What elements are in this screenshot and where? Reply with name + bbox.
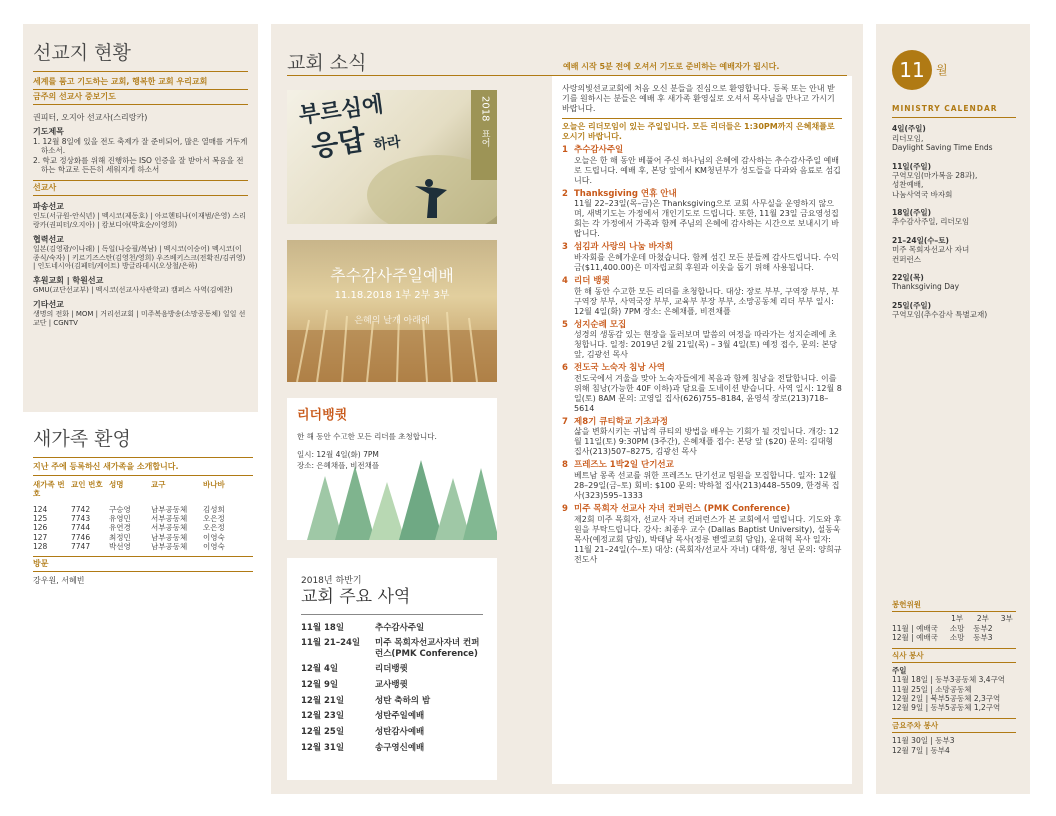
newcomers-table xyxy=(33,480,243,552)
divider xyxy=(562,118,842,119)
notice-title: 미주 목회자 선교사 자녀 컨퍼런스 (PMK Conference) xyxy=(574,504,791,514)
news-title: 교회 소식 xyxy=(287,52,367,74)
schedule-item xyxy=(301,638,483,659)
notice-item xyxy=(562,417,842,458)
calendar-panel xyxy=(876,24,1030,794)
table-row: 12월 | 예배국 소망 동부3 xyxy=(892,633,993,643)
mission-slogan: 세계를 품고 기도하는 교회, 행복한 교회 우리교회 xyxy=(33,76,208,86)
notice-list xyxy=(562,145,842,565)
month-unit: 월 xyxy=(936,62,948,77)
notice-body: 제2회 미주 목회자, 선교사 자녀 컨퍼런스가 본 교회에서 열립니다. 기도와 후원을 부탁드립니다. 강사: 최종우 교수 (Dallas Baptist University), 설동욱 목사(예정교회 담임), 박태남 목사(정릉 벧엘교회 담임), 윤대혁 목사 일자: 11월 21–24일(수–토) 대상: (목회자/선교사 자녀) 대학생, 청년 문의: 양희규 전도사 xyxy=(574,514,842,564)
schedule-event: 리더뱅큇 xyxy=(375,664,408,675)
visit-label: 방문 xyxy=(33,559,49,569)
prayer-2: 2. 학교 정상화를 위해 진행하는 ISO 인증을 잘 받아서 복음을 전하는 학교로 든든히 세워지게 하소서 xyxy=(33,155,244,174)
notice-header: 예배 시작 5분 전에 오셔서 기도로 준비하는 예배자가 됩시다. xyxy=(563,62,780,71)
notice-heading xyxy=(562,145,842,156)
notice-number: 4 xyxy=(562,275,568,286)
calendar-date: 18일(주일) xyxy=(892,208,932,217)
divider xyxy=(301,614,483,615)
divider xyxy=(892,611,1016,612)
mission-group: 파송선교 인도(서규원-안식년) | 멕시코(제동호) | 아르헨티나(이재범/은영) 스리랑카(권피터/오지아) | 캄보디아(박효순/이영희) xyxy=(33,202,246,229)
schedule-item xyxy=(301,664,483,675)
schedule-date: 12월 23일 xyxy=(301,711,345,722)
schedule-item xyxy=(301,696,483,707)
calendar-item xyxy=(892,301,1016,320)
schedule-title: 교회 주요 사역 xyxy=(301,587,411,608)
meal-sub: 주일 xyxy=(892,665,907,675)
divider xyxy=(33,71,248,72)
notice-number: 1 xyxy=(562,145,568,155)
calendar-line: 리더모임, xyxy=(892,133,924,143)
schedule-item xyxy=(301,680,483,691)
notice-item xyxy=(562,460,842,501)
notice-heading xyxy=(562,320,842,331)
schedule-event: 성탄감사예배 xyxy=(375,726,425,737)
motto-tag: 2018 표어 xyxy=(471,90,497,180)
notice-body: 삶을 변화시키는 귀납적 큐티의 방법을 배우는 기회가 될 것입니다. 개강: 12월 11일(토) 9:30PM (3주간), 은혜채플 접수: 본당 앞 ($20) 문의: 김대형 집사(213)507–8275, 김광선 목사 xyxy=(574,427,839,457)
list-item: 12월 2일 | 북부5공동체 2,3구역 xyxy=(892,694,1001,703)
volunteer-table xyxy=(892,614,1016,642)
table-row: 126 7744 유연경 서부공동체 오은정 xyxy=(33,523,225,533)
schedule-event: 교사뱅큇 xyxy=(375,680,408,690)
calendar-date: 25일(주일) xyxy=(892,300,932,310)
schedule-date: 12월 4일 xyxy=(301,664,339,675)
table-header: 1부 2부 3부 xyxy=(951,614,1013,624)
divider xyxy=(892,117,1016,118)
banquet-line3: 장소: 은혜채플, 비전채플 xyxy=(297,461,380,470)
notice-item xyxy=(562,145,842,186)
thanksgiving-banner xyxy=(287,240,497,382)
schedule-event: 성탄주일예배 xyxy=(375,711,425,722)
notice-item xyxy=(562,320,842,361)
notice-title: 추수감사주일 xyxy=(574,145,624,155)
notice-item xyxy=(562,363,842,414)
notice-title: Thanksgiving 연휴 안내 xyxy=(574,188,677,199)
calendar-title: MINISTRY CALENDAR xyxy=(892,104,998,113)
visitors: 강우원, 서혜빈 xyxy=(33,576,85,586)
notice-item xyxy=(562,189,842,240)
divider xyxy=(33,195,248,196)
divider xyxy=(33,180,248,181)
divider xyxy=(892,718,1016,719)
newcomers-section xyxy=(33,428,253,586)
mission-title: 선교지 현황 xyxy=(33,42,131,64)
calendar-item xyxy=(892,208,1016,227)
notices xyxy=(552,76,852,784)
banquet-line1: 한 해 동안 수고한 모든 리더를 초청합니다. xyxy=(297,432,437,441)
notice-body: 11월 22–23일(목–금)은 Thanksgiving으로 교회 사무실을 운영하지 않으며, 새벽기도는 가정에서 개인기도로 드립니다. 또한, 11월 23일 금요영성집회는 각 가정에서 가족과 함께 주님의 은혜에 감사하는 시간으로 보내시기 바랍니다. xyxy=(574,199,839,239)
list-item: 11월 18일 | 동부3공동체 3,4구역 xyxy=(892,675,1006,685)
divider xyxy=(33,571,253,572)
divider xyxy=(33,457,253,458)
schedule-year: 2018년 하반기 xyxy=(301,576,362,586)
notice-title: 리더 뱅큇 xyxy=(574,275,610,286)
divider xyxy=(33,556,253,557)
divider xyxy=(892,732,1016,733)
calendar-line: 컨퍼런스 xyxy=(892,254,921,264)
volunteer-title: 봉헌위원 xyxy=(892,600,921,609)
notice-title: 프레즈노 1박2일 단기선교 xyxy=(574,460,674,471)
notice-title: 제8기 큐티학교 기초과정 xyxy=(574,416,668,427)
mission-group: 후원교회 | 학원선교 GMU(교단선교부) | 멕시코(선교사사관학교) 캠퍼스 사역(김예찬) xyxy=(33,276,233,294)
notice-heading xyxy=(562,363,842,374)
calendar-date: 11일(주일) xyxy=(892,161,932,171)
prayer-label: 기도제목 xyxy=(33,126,64,136)
notice-body: 한 해 동안 수고한 모든 리더를 초청합니다. 대상: 장로 부부, 구역장 부부, 부구역장 부부, 사역국장 부부, 교육부 부장 부부, 소망공동체 리더 부부 일시: 12월 4일(화) 7PM 장소: 은혜채플, 비전채플 xyxy=(574,286,839,316)
notice-item xyxy=(562,276,842,317)
missionary-header: 선교사 xyxy=(33,183,57,193)
schedule-date: 12월 21일 xyxy=(301,695,345,706)
calendar-item xyxy=(892,124,1016,152)
schedule-item xyxy=(301,623,483,634)
volunteer-section xyxy=(892,600,1016,755)
schedule-date: 11월 21–24일 xyxy=(301,638,361,649)
schedule-item xyxy=(301,711,483,722)
notice-body: 바자회를 은혜가운데 마쳤습니다. 함께 섬긴 모든 분들께 감사드립니다. 수익금($11,400.00)은 미자립교회 후원과 이웃을 돕기 위해 사용됩니다. xyxy=(574,252,839,272)
notice-number: 6 xyxy=(562,363,568,374)
calendar-item xyxy=(892,236,1016,264)
divider xyxy=(892,648,1016,649)
calendar-line: Daylight Saving Time Ends xyxy=(892,143,993,153)
welcome-text: 사랑의빛선교교회에 처음 오신 분들을 진심으로 환영합니다. 등록 또는 안내 받기를 원하시는 분들은 예배 후 새가족 환영실로 오셔서 목사님을 만나고 가시기 바랍니다. xyxy=(562,84,835,113)
table-header: 새가족 번호 교인 번호 성명 교구 바나바 xyxy=(33,479,225,499)
calendar-line: 구역모임(추수감사 특별교재) xyxy=(892,310,988,319)
calendar-line: Thanksgiving Day xyxy=(892,282,960,292)
wheat-art xyxy=(287,240,497,382)
notice-number: 2 xyxy=(562,188,568,199)
table-row: 125 7743 유영민 서부공동체 오은정 xyxy=(33,513,225,523)
month-badge xyxy=(892,50,1016,90)
notice-heading xyxy=(562,417,842,428)
thanksgiving-date: 11.18.2018 1부 2부 3부 xyxy=(334,290,450,301)
banquet-line2: 일시: 12월 4일(화) 7PM xyxy=(297,450,379,459)
notice-number: 3 xyxy=(562,242,568,253)
schedule-event: 미주 목회자선교사자녀 컨퍼런스(PMK Conference) xyxy=(375,638,480,659)
calendar-line: 구역모임(마가복음 28과), xyxy=(892,170,978,180)
notice-title: 성지순례 모집 xyxy=(574,319,627,330)
mission-panel xyxy=(23,24,258,412)
thanksgiving-title: 추수감사주일예배 xyxy=(330,266,454,285)
schedule-list xyxy=(301,623,483,754)
notice-heading xyxy=(562,242,842,253)
notice-heading xyxy=(562,504,842,515)
calendar-date: 21–24일(수–토) xyxy=(892,235,949,245)
notice-body: 성경의 생동감 있는 현장을 돌러보며 말씀의 여정을 따라가는 성지순례에 초청합니다. 일정: 2019년 2월 21일(목) – 3월 4일(토) 예정 접수, 문의: 본당 앞, 김광선 목사 xyxy=(574,330,838,360)
schedule-date: 11월 18일 xyxy=(301,622,345,633)
calendar-line: 나눔사역국 바자회 xyxy=(892,189,953,199)
calendar-line: 성찬예배, xyxy=(892,180,924,190)
motto-calligraphy: 부르심에 응답 하라 xyxy=(297,91,402,163)
leader-banquet-banner xyxy=(287,398,497,540)
notice-number: 9 xyxy=(562,504,568,514)
notice-body: 오늘은 한 해 동안 베풀어 주신 하나님의 은혜에 감사하는 추수감사주일 예배로 드립니다. 예배 후, 본당 앞에서 KM청년부가 성도들을 다과와 음료로 섬깁니다. xyxy=(574,155,841,185)
divider xyxy=(892,662,1016,663)
calendar-item xyxy=(892,162,1016,200)
notice-number: 5 xyxy=(562,319,568,330)
table-row: 127 7746 최정민 남부공동체 이영숙 xyxy=(33,532,225,542)
table-row: 128 7747 박선영 남부공동체 이영숙 xyxy=(33,542,225,551)
notice-item xyxy=(562,504,842,565)
calendar-line: 미주 목회자선교사 자녀 xyxy=(892,245,970,255)
calendar-line: 추수감사주일, 리더모임 xyxy=(892,217,970,227)
table-row: 124 7742 구승영 남부공동체 김성희 xyxy=(33,504,225,514)
divider xyxy=(33,104,248,105)
divider xyxy=(33,475,253,476)
divider xyxy=(33,89,248,90)
newcomers-title: 새가족 환영 xyxy=(33,428,131,450)
schedule-box xyxy=(287,558,497,780)
table-row: 11월 | 예배국 소망 동부2 xyxy=(892,623,993,633)
banquet-title: 리더뱅큇 xyxy=(297,408,348,423)
notice-number: 7 xyxy=(562,416,568,427)
schedule-item xyxy=(301,743,483,754)
notice-item xyxy=(562,242,842,273)
schedule-event: 성탄 축하의 밤 xyxy=(375,695,431,706)
highlight-text: 오늘은 리더모임이 있는 주일입니다. 모든 리더들은 1:30PM까지 은혜채플로 오시기 바랍니다. xyxy=(562,122,835,141)
list-item: 11월 30일 | 동부3 xyxy=(892,736,955,746)
calendar-list xyxy=(892,124,1016,319)
notice-body: 전도국에서 겨울을 맞아 노숙자들에게 복음과 함께 침낭을 전달합니다. 이를 위해 침낭(가능한 40F 이하)과 담요를 도네이션 받습니다. 사역 일시: 12월 8일(토) 8AM 문의: 고영일 집사(626)755–8184, 윤영석 장로(213)718–5614 xyxy=(574,373,842,413)
schedule-date: 12월 31일 xyxy=(301,742,345,753)
motto-banner xyxy=(287,90,497,224)
notice-heading xyxy=(562,189,842,200)
mission-group: 협력선교 일본(김영광/이나래) | 독일(나승필/복남) | 멕시코(이승어) 멕시코(이종식/숙자) | 키르기즈스탄(김영천/영희) 우즈베키스크(전확진/김귀영) | 인도네시아(김페터/케이트) 방글라데시(오상철/은하) xyxy=(33,234,246,271)
featured-name: 권피터, 오지아 선교사(스리랑카) xyxy=(33,112,148,122)
parking-title: 금요주차 봉사 xyxy=(892,720,939,730)
schedule-item xyxy=(301,727,483,738)
schedule-event: 송구영신예배 xyxy=(375,742,425,753)
schedule-date: 12월 25일 xyxy=(301,726,345,737)
list-item: 12월 9일 | 동부5공동체 1,2구역 xyxy=(892,703,1001,713)
calendar-item xyxy=(892,273,1016,292)
featured-header: 금주의 선교사 중보기도 xyxy=(33,91,116,101)
notice-title: 전도국 노숙자 침낭 사역 xyxy=(574,363,665,374)
notice-title: 섬김과 사랑의 나눔 바자회 xyxy=(574,242,674,253)
thanksgiving-sub: 은혜의 날개 아래에 xyxy=(354,316,430,326)
calendar-date: 4일(주일) xyxy=(892,124,926,134)
meal-title: 식사 봉사 xyxy=(892,650,924,660)
calendar-date: 22일(목) xyxy=(892,272,924,282)
notice-body: 베트남 몽족 선교를 위한 프레즈노 단기선교 팀원을 모집합니다. 일자: 12월 28–29일(금–토) 회비: $100 문의: 박하철 집사(213)448–5509, 한경록 집사(323)595–1333 xyxy=(574,471,840,500)
month-circle: 11 xyxy=(892,50,932,90)
schedule-date: 12월 9일 xyxy=(301,680,339,690)
mission-group: 기타선교 생명의 전화 | MOM | 거리선교회 | 미주복음방송(소망공동체) 일일 선교단 | CGNTV xyxy=(33,299,246,327)
schedule-event: 추수감사주일 xyxy=(375,622,425,633)
prayer-1: 1. 12월 8일에 있을 전도 축제가 잘 준비되어, 많은 열매를 거두게 하소서. xyxy=(33,136,248,156)
newcomers-subtitle: 지난 주에 등록하신 새가족을 소개합니다. xyxy=(33,461,179,471)
list-item: 12월 7일 | 동부4 xyxy=(892,745,950,755)
list-item: 11월 25일 | 소망공동체 xyxy=(892,684,972,694)
notice-heading xyxy=(562,460,842,471)
notice-heading xyxy=(562,276,842,287)
notice-number: 8 xyxy=(562,460,568,471)
